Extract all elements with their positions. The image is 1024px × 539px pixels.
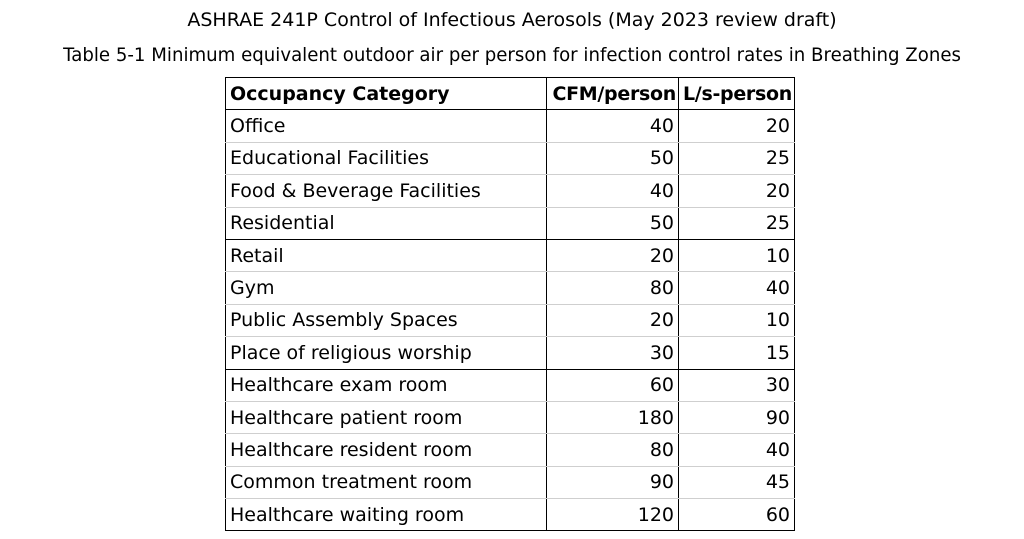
cell-ls: 10 bbox=[679, 304, 795, 336]
table-row bbox=[226, 110, 795, 142]
column-header-ls-per-person: L/s-person bbox=[679, 78, 795, 110]
table-row bbox=[226, 369, 795, 401]
table-caption-text: Table 5-1 Minimum equivalent outdoor air per person for infection control rates in Breathing Zones bbox=[63, 44, 961, 66]
table-row bbox=[226, 401, 795, 433]
cell-cfm: 80 bbox=[547, 434, 679, 466]
cell-category: Healthcare patient room bbox=[226, 401, 547, 433]
cell-cfm: 90 bbox=[547, 466, 679, 498]
cell-ls: 20 bbox=[679, 110, 795, 142]
cell-cfm: 40 bbox=[547, 110, 679, 142]
cell-ls: 90 bbox=[679, 401, 795, 433]
cell-category: Common treatment room bbox=[226, 466, 547, 498]
cell-category: Food & Beverage Facilities bbox=[226, 175, 547, 207]
cell-cfm: 50 bbox=[547, 207, 679, 239]
cell-cfm: 60 bbox=[547, 369, 679, 401]
table-row bbox=[226, 142, 795, 174]
cell-ls: 25 bbox=[679, 142, 795, 174]
cell-ls: 10 bbox=[679, 239, 795, 271]
cell-ls: 60 bbox=[679, 499, 795, 531]
cell-cfm: 20 bbox=[547, 239, 679, 271]
table-row bbox=[226, 239, 795, 271]
cell-cfm: 20 bbox=[547, 304, 679, 336]
cell-cfm: 80 bbox=[547, 272, 679, 304]
cell-category: Educational Facilities bbox=[226, 142, 547, 174]
cell-category: Public Assembly Spaces bbox=[226, 304, 547, 336]
table-header-row bbox=[226, 78, 795, 110]
column-header-occupancy-category: Occupancy Category bbox=[226, 78, 547, 110]
table-row bbox=[226, 304, 795, 336]
table-row bbox=[226, 207, 795, 239]
table-row bbox=[226, 337, 795, 369]
cell-ls: 30 bbox=[679, 369, 795, 401]
cell-cfm: 180 bbox=[547, 401, 679, 433]
cell-cfm: 50 bbox=[547, 142, 679, 174]
table-caption bbox=[0, 43, 1024, 67]
cell-category: Retail bbox=[226, 239, 547, 271]
cell-category: Healthcare exam room bbox=[226, 369, 547, 401]
cell-category: Place of religious worship bbox=[226, 337, 547, 369]
cell-ls: 20 bbox=[679, 175, 795, 207]
cell-category: Gym bbox=[226, 272, 547, 304]
table-row bbox=[226, 499, 795, 531]
cell-ls: 40 bbox=[679, 434, 795, 466]
cell-category: Healthcare waiting room bbox=[226, 499, 547, 531]
cell-ls: 25 bbox=[679, 207, 795, 239]
cell-ls: 15 bbox=[679, 337, 795, 369]
table-row bbox=[226, 272, 795, 304]
cell-ls: 40 bbox=[679, 272, 795, 304]
document-title: ASHRAE 241P Control of Infectious Aerosols (May 2023 review draft) bbox=[187, 9, 837, 31]
outdoor-air-table bbox=[225, 77, 795, 531]
cell-cfm: 120 bbox=[547, 499, 679, 531]
table-row bbox=[226, 466, 795, 498]
cell-cfm: 40 bbox=[547, 175, 679, 207]
cell-category: Healthcare resident room bbox=[226, 434, 547, 466]
table-row bbox=[226, 175, 795, 207]
cell-ls: 45 bbox=[679, 466, 795, 498]
cell-category: Office bbox=[226, 110, 547, 142]
cell-category: Residential bbox=[226, 207, 547, 239]
table-row bbox=[226, 434, 795, 466]
column-header-cfm-per-person: CFM/person bbox=[547, 78, 679, 110]
cell-cfm: 30 bbox=[547, 337, 679, 369]
